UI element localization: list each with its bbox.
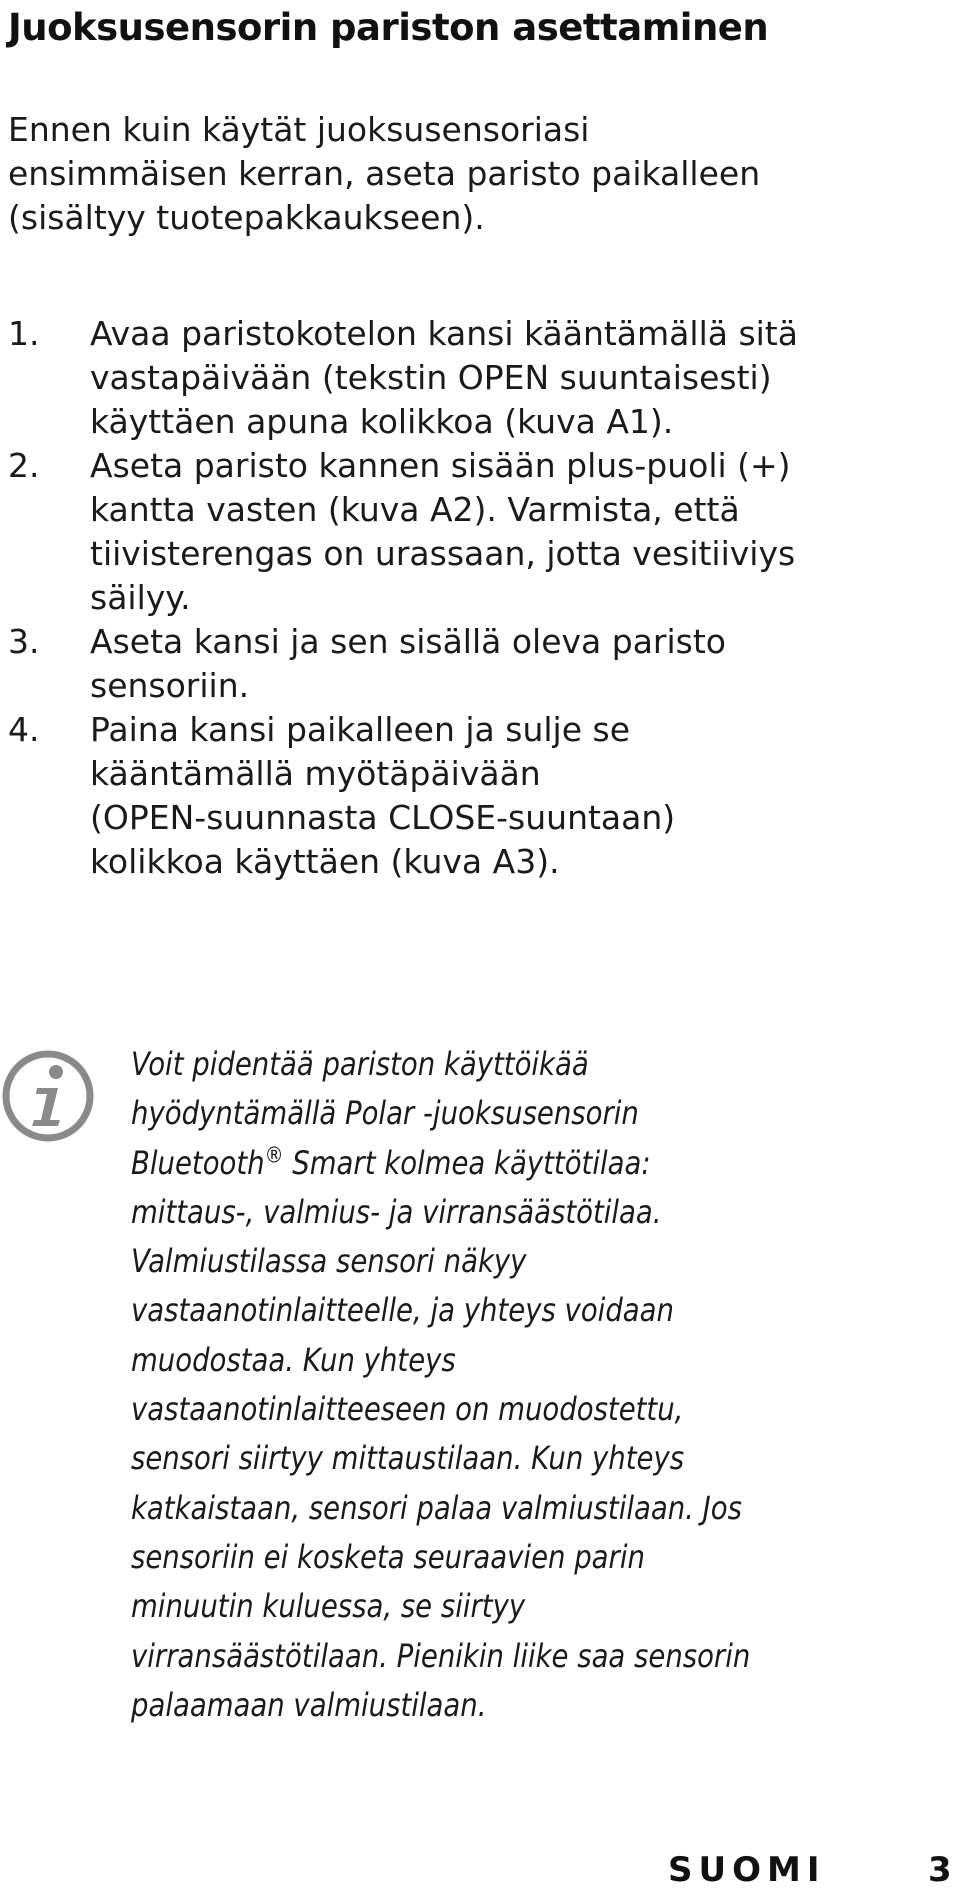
note-line: minuutin kuluessa, se siirtyy bbox=[131, 1587, 526, 1626]
info-icon bbox=[0, 1048, 96, 1144]
note-line: virransäästötilaan. Pienikin liike saa sensorin bbox=[131, 1636, 751, 1675]
intro-line: Ennen kuin käytät juoksusensoriasi bbox=[8, 110, 590, 149]
step-text-line: sensoriin. bbox=[90, 666, 250, 705]
note-line: palaamaan valmiustilaan. bbox=[131, 1685, 487, 1724]
step-text-line: säilyy. bbox=[90, 578, 191, 617]
step-text-line: käyttäen apuna kolikkoa (kuva A1). bbox=[90, 402, 674, 441]
step-text-line: tiivisterengas on urassaan, jotta vesitiiviys bbox=[90, 534, 796, 573]
step-1 bbox=[8, 312, 948, 444]
step-text-line: vastapäivään (tekstin OPEN suuntaisesti) bbox=[90, 358, 772, 397]
note-line: mittaus-, valmius- ja virransäästötilaa. bbox=[131, 1192, 662, 1231]
note-line-rest: Smart kolmea käyttötilaa: bbox=[283, 1143, 651, 1182]
note-line: katkaistaan, sensori palaa valmiustilaan. Jos bbox=[131, 1488, 742, 1527]
steps-list bbox=[8, 312, 948, 884]
note-line: vastaanotinlaitteeseen on muodostettu, bbox=[131, 1390, 684, 1429]
note-line: muodostaa. Kun yhteys bbox=[131, 1340, 456, 1379]
page-footer bbox=[668, 1850, 952, 1890]
step-number: 1. bbox=[8, 314, 40, 353]
step-number: 2. bbox=[8, 446, 40, 485]
step-text-line: kolikkoa käyttäen (kuva A3). bbox=[90, 842, 560, 881]
footer-language: SUOMI bbox=[668, 1850, 826, 1890]
step-number: 4. bbox=[8, 710, 40, 749]
step-text-line: kantta vasten (kuva A2). Varmista, että bbox=[90, 490, 740, 529]
step-text-line: Paina kansi paikalleen ja sulje se bbox=[90, 710, 631, 749]
note-line bbox=[131, 1139, 836, 1188]
intro-line: (sisältyy tuotepakkaukseen). bbox=[8, 198, 485, 237]
note-bluetooth-word: Bluetooth bbox=[131, 1143, 265, 1182]
note-line: Voit pidentää pariston käyttöikää bbox=[131, 1045, 589, 1083]
intro-paragraph bbox=[8, 108, 938, 240]
step-text-line: Aseta paristo kannen sisään plus-puoli (+) bbox=[90, 446, 791, 485]
section-title: Juoksusensorin pariston asettaminen bbox=[8, 6, 769, 49]
step-number: 3. bbox=[8, 622, 40, 661]
step-4 bbox=[8, 708, 948, 884]
note-line: sensoriin ei kosketa seuraavien parin bbox=[131, 1537, 645, 1576]
intro-line: ensimmäisen kerran, aseta paristo paikalleen bbox=[8, 154, 761, 193]
page-number: 3 bbox=[928, 1850, 952, 1890]
step-text-line: (OPEN-suunnasta CLOSE-suuntaan) bbox=[90, 798, 676, 837]
step-3 bbox=[8, 620, 948, 708]
note-line: Valmiustilassa sensori näkyy bbox=[131, 1242, 527, 1281]
registered-mark: ® bbox=[264, 1142, 284, 1168]
note-line: hyödyntämällä Polar -juoksusensorin bbox=[131, 1094, 639, 1133]
step-text-line: Avaa paristokotelon kansi kääntämällä sitä bbox=[90, 314, 798, 353]
note-paragraph bbox=[131, 1040, 836, 1730]
note-line: sensori siirtyy mittaustilaan. Kun yhteys bbox=[131, 1439, 685, 1478]
step-text-line: kääntämällä myötäpäivään bbox=[90, 754, 541, 793]
step-text-line: Aseta kansi ja sen sisällä oleva paristo bbox=[90, 622, 726, 661]
step-2 bbox=[8, 444, 948, 620]
note-line: vastaanotinlaitteelle, ja yhteys voidaan bbox=[131, 1291, 674, 1330]
